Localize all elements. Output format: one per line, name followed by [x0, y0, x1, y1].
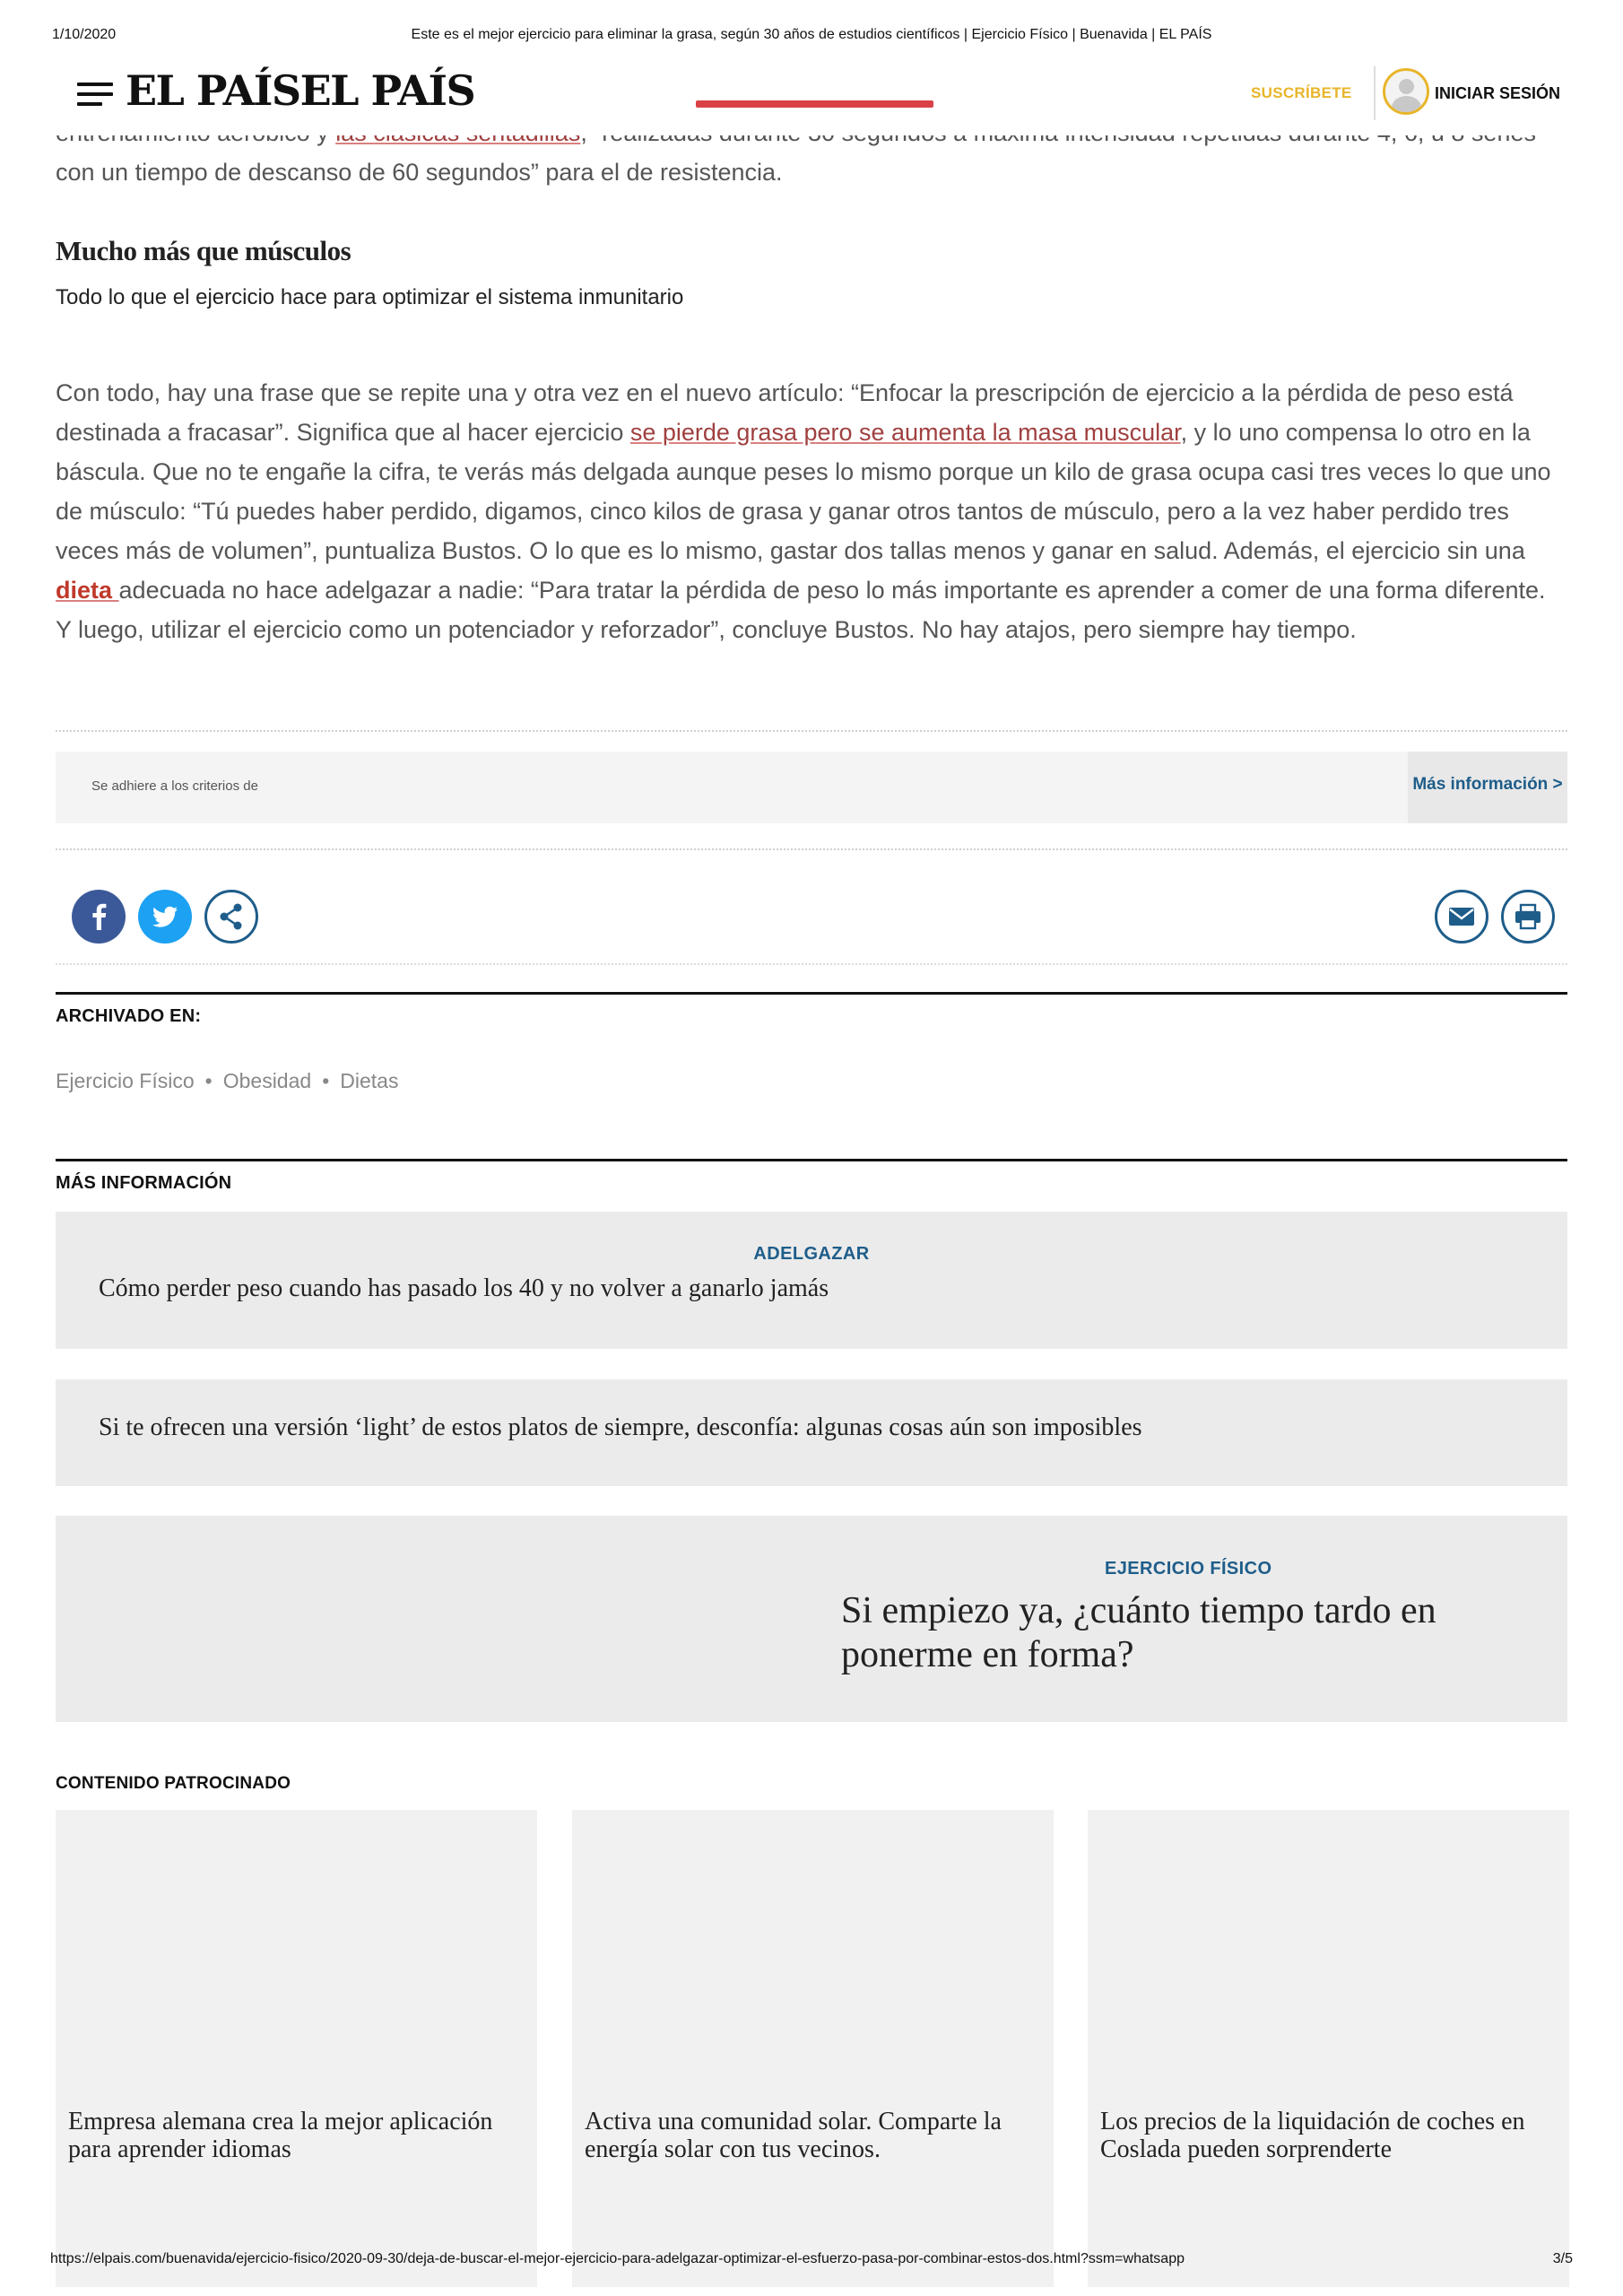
print-footer [0, 2251, 1623, 2273]
facebook-share-button[interactable] [72, 890, 126, 944]
mail-icon [1437, 892, 1486, 941]
print-page-number: 3/5 [1552, 2251, 1573, 2266]
paragraph-text: , y lo uno compensa lo otro en la báscula. Que no te engañe la cifra, te verás más delgada aunque peses lo mismo porque un kilo de grasa ocupa casi tres veces lo que uno de músculo: “Tú puedes haber perdido, digamos, cinco kilos de grasa y ganar otros tantos de músculo, pero a la vez haber perdido tres veces más de volumen”, puntualiza Bustos. O lo que es lo mismo, gastar dos tallas menos y ganar en salud. Además, el ejercicio sin una [56, 419, 1551, 564]
sponsored-card[interactable] [56, 1810, 537, 2287]
sponsored-card[interactable] [1088, 1810, 1569, 2287]
tag-separator: • [322, 1069, 330, 1092]
separator [56, 848, 1567, 850]
paragraph-text: con un tiempo de descanso de 60 segundos” para el de resistencia. [56, 159, 783, 186]
related-card-featured[interactable] [56, 1516, 1567, 1722]
facebook-icon [72, 890, 126, 944]
site-logo[interactable]: EL PAÍSEL PAÍS [126, 66, 475, 115]
tag-separator: • [204, 1069, 213, 1092]
section-rule [56, 1159, 1567, 1161]
user-avatar-icon[interactable] [1383, 68, 1429, 115]
tag-obesidad[interactable]: Obesidad [222, 1069, 312, 1092]
tag-dietas[interactable]: Dietas [340, 1069, 399, 1092]
separator [56, 730, 1567, 732]
twitter-icon [138, 890, 192, 944]
separator [56, 963, 1567, 965]
print-button[interactable] [1501, 890, 1555, 944]
print-document-title: Este es el mejor ejercicio para eliminar la grasa, según 30 años de estudios científicos | Ejercicio Físico | Buenavida | EL PAÍS [411, 27, 1212, 42]
menu-icon[interactable] [77, 83, 113, 106]
sponsored-caption[interactable]: Activa una comunidad solar. Comparte la energía solar con tus vecinos. [585, 2108, 1002, 2163]
link-masa-muscular[interactable]: se pierde grasa pero se aumenta la masa muscular [629, 419, 1181, 446]
related-card[interactable] [56, 1212, 1567, 1349]
twitter-share-button[interactable] [138, 890, 192, 944]
paragraph-text: adecuada no hace adelgazar a nadie: “Para tratar la pérdida de peso lo más importante es aprender a comer de una forma diferente. Y luego, utilizar el ejercicio como un potenciador y reforzador”, concluye Bustos. No hay atajos, pero siempre hay tiempo. [56, 577, 1546, 643]
trust-project-box [56, 752, 1567, 823]
share-more-button[interactable] [204, 890, 258, 944]
related-card[interactable] [56, 1379, 1567, 1486]
more-info-button[interactable]: Más información > [1408, 752, 1567, 823]
tag-ejercicio-fisico[interactable]: Ejercicio Físico [56, 1069, 195, 1092]
link-dieta[interactable]: dieta [56, 577, 119, 604]
card-headline[interactable]: Si empiezo ya, ¿cuánto tiempo tardo en ponerme en forma? [841, 1590, 1436, 1675]
card-headline[interactable]: Si te ofrecen una versión ‘light’ de estos platos de siempre, desconfía: algunas cosas aún son imposibles [99, 1413, 1142, 1441]
related-subtitle[interactable]: Todo lo que el ejercicio hace para optimizar el sistema inmunitario [56, 285, 684, 309]
sponsored-caption[interactable]: Los precios de la liquidación de coches en Coslada pueden sorprenderte [1100, 2108, 1525, 2163]
card-kicker: ADELGAZAR [753, 1244, 870, 1264]
paragraph-text: Con todo, hay una frase que se repite una y otra vez en el nuevo artículo: “Enfocar la prescripción de ejercicio a la pérdida de peso está destinada a fracasar”. Significa que al hacer ejercicio [56, 379, 1514, 446]
article-paragraph-2 [56, 373, 1567, 649]
archived-label: ARCHIVADO EN: [56, 1006, 202, 1026]
card-headline[interactable]: Cómo perder peso cuando has pasado los 40 y no volver a ganarlo jamás [99, 1274, 829, 1302]
sponsored-card[interactable] [572, 1810, 1054, 2287]
site-header [0, 50, 1623, 135]
email-share-button[interactable] [1435, 890, 1488, 944]
card-kicker: EJERCICIO FÍSICO [1105, 1559, 1272, 1578]
sponsored-caption[interactable]: Empresa alemana crea la mejor aplicación para aprender idiomas [68, 2108, 493, 2163]
login-button[interactable]: INICIAR SESIÓN [1435, 84, 1561, 102]
hidden-content-fragment [696, 100, 933, 108]
sponsored-label: CONTENIDO PATROCINADO [56, 1774, 291, 1793]
archived-tags [56, 1069, 398, 1093]
more-info-label: MÁS INFORMACIÓN [56, 1173, 232, 1193]
print-icon [1504, 892, 1552, 941]
print-header [0, 25, 1623, 48]
print-date: 1/10/2020 [52, 27, 117, 42]
subscribe-button[interactable]: SUSCRÍBETE [1251, 84, 1352, 101]
section-rule [56, 992, 1567, 995]
share-icon [207, 892, 256, 941]
trust-text: Se adhiere a los criterios de [91, 778, 258, 794]
header-divider [1374, 66, 1376, 120]
related-title[interactable]: Mucho más que músculos [56, 235, 352, 266]
print-url: https://elpais.com/buenavida/ejercicio-fisico/2020-09-30/deja-de-buscar-el-mejor-ejercicio-para-adelgazar-optimizar-el-esfuerzo-pasa-por-combinar-estos-dos.html?ssm=whatsapp [50, 2251, 1185, 2266]
